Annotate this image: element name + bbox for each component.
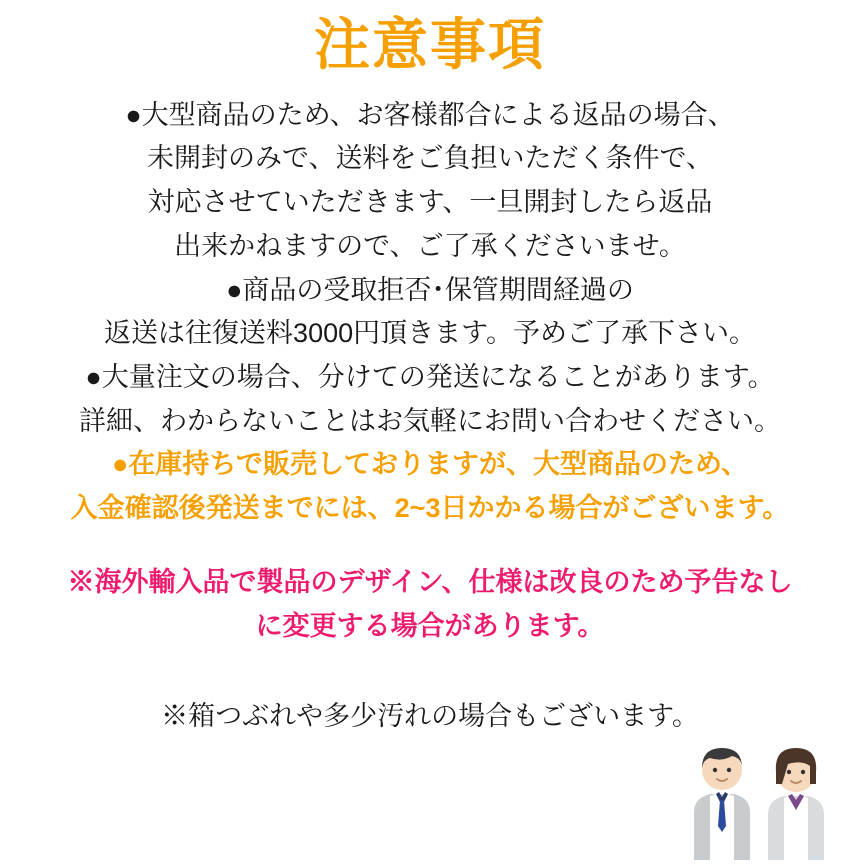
import-notice-line: に変更する場合があります。 [255, 610, 605, 641]
body-line: 対応させていただきます、一旦開封したら返品 [147, 187, 713, 218]
body-line-highlight: ●在庫持ちで販売しておりますが、大型商品のため、 [112, 449, 748, 480]
page-title: 注意事項 [314, 13, 546, 76]
body-line-highlight: 入金確認後発送までには、2~3日かかる場合がございます。 [70, 493, 790, 524]
body-line: 出来かねますので、ご了承くださいませ。 [174, 230, 686, 261]
body-line: ●大量注文の場合、分けての発送になることがあります。 [85, 362, 775, 392]
body-text-block [0, 94, 860, 531]
spacer [0, 531, 860, 557]
import-notice-line: ※海外輸入品で製品のデザイン、仕様は改良のため予告なし [67, 566, 793, 597]
body-line: 詳細、わからないことはお気軽にお問い合わせください。 [79, 405, 781, 436]
body-line: ●商品の受取拒否･保管期間経過の [226, 274, 634, 305]
body-line: 未開封のみで、送料をご負担いただく条件で、 [147, 143, 713, 174]
body-line: 返送は往復送料3000円頂きます。予めご了承下さい。 [104, 318, 756, 349]
body-line: ●大型商品のため、お客様都合による返品の場合、 [125, 99, 735, 130]
footer-note: ※箱つぶれや多少汚れの場合もございます。 [161, 701, 699, 732]
spacer [0, 648, 860, 696]
import-notice-block [0, 561, 860, 648]
two-staff-people-icon [676, 740, 846, 860]
